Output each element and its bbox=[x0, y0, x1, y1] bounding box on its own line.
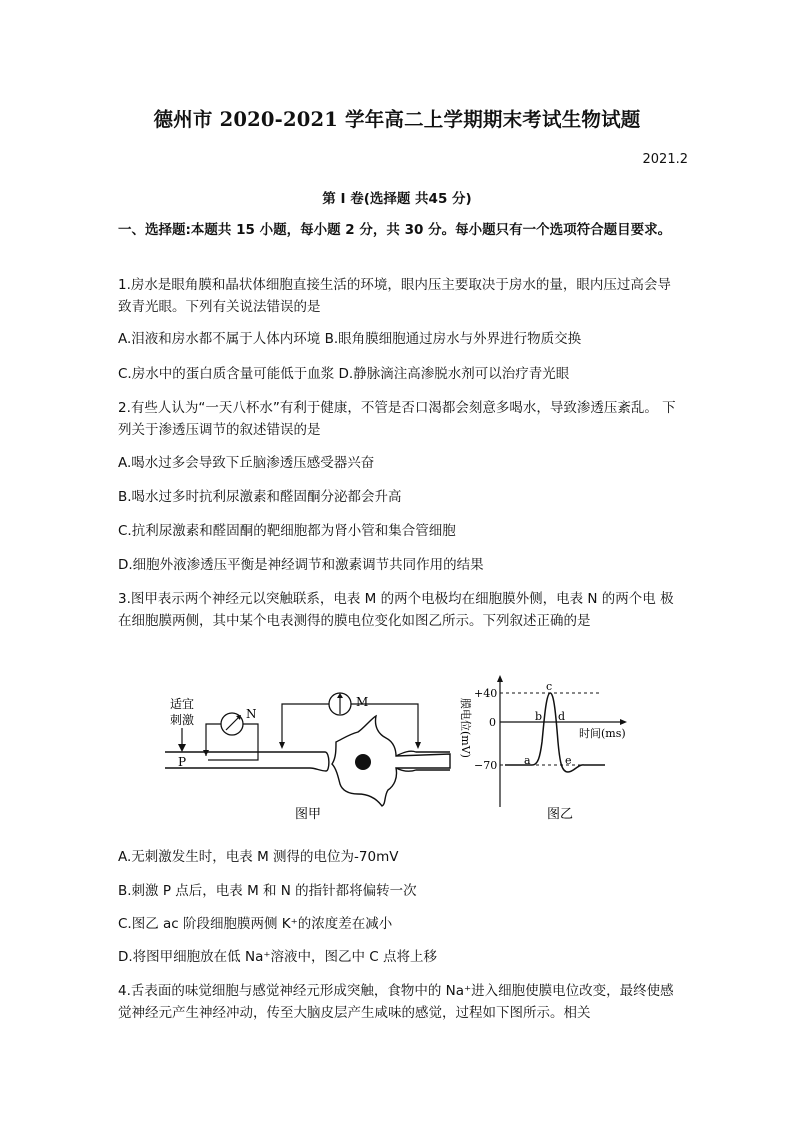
meter-m-electrode-1 bbox=[279, 742, 285, 749]
question-2-stem: 2.有些人认为“一天八杯水”有利于健康，不管是否口渴都会刻意多喝水，导致渗透压紊乱。 下列关于渗透压调节的叙述错误的是 bbox=[118, 400, 676, 438]
point-e-label: e bbox=[565, 754, 572, 767]
question-4-stem: 4.舌表面的味觉细胞与感觉神经元形成突触，食物中的 Na⁺进入细胞使膜电位改变，最终使感觉神经元产生神经冲动，传至大脑皮层产生咸味的感觉，过程如下图所示。相关 bbox=[118, 983, 674, 1021]
x-axis-arrowhead bbox=[620, 719, 627, 725]
y-tick-zero: 0 bbox=[489, 716, 496, 729]
y-tick-minus70: −70 bbox=[474, 759, 498, 772]
point-c-label: c bbox=[546, 680, 553, 693]
figure-caption-left: 图甲 bbox=[295, 807, 322, 822]
question-1-stem: 1.房水是眼角膜和晶状体细胞直接生活的环境，眼内压主要取决于房水的量，眼内压过高会导致青光眼。下列有关说法错误的是 bbox=[118, 277, 671, 315]
page-title: 德州市 2020-2021 学年高二上学期期末考试生物试题 bbox=[153, 108, 641, 131]
question-2-option-c: C.抗利尿激素和醛固酮的靶细胞都为肾小管和集合管细胞 bbox=[118, 523, 456, 539]
figure-svg bbox=[160, 672, 660, 822]
x-axis-label: 时间(ms) bbox=[579, 727, 626, 740]
point-a-label: a bbox=[524, 754, 531, 767]
meter-m-label: M bbox=[356, 695, 369, 709]
question-3-figure bbox=[160, 672, 660, 822]
question-2-option-d: D.细胞外液渗透压平衡是神经调节和激素调节共同作用的结果 bbox=[118, 557, 484, 573]
stimulus-arrowhead bbox=[178, 744, 186, 752]
question-2-option-a: A.喝水过多会导致下丘脑渗透压感受器兴奋 bbox=[118, 455, 375, 471]
question-3-option-d: D.将图甲细胞放在低 Na⁺溶液中，图乙中 C 点将上移 bbox=[118, 949, 437, 965]
presynaptic-terminal bbox=[310, 752, 329, 771]
question-3-option-c: C.图乙 ac 阶段细胞膜两侧 K⁺的浓度差在减小 bbox=[118, 916, 393, 932]
meter-n-electrode-1 bbox=[203, 750, 209, 756]
stimulus-label-line1: 适宜 bbox=[170, 697, 195, 711]
meter-n-label: N bbox=[246, 707, 257, 721]
point-d-label: d bbox=[558, 710, 566, 723]
stimulus-label-line2: 刺激 bbox=[170, 713, 195, 727]
point-b-label: b bbox=[535, 710, 543, 723]
section-title: 第 I 卷(选择题 共45 分) bbox=[322, 191, 472, 207]
point-p-label: P bbox=[178, 755, 187, 769]
exam-date: 2021.2 bbox=[642, 152, 688, 167]
part-instructions: 一、选择题:本题共 15 小题，每小题 2 分，共 30 分。每小题只有一个选项符合题目要求。 bbox=[118, 222, 672, 238]
question-1-options-ab: A.泪液和房水都不属于人体内环境 B.眼角膜细胞通过房水与外界进行物质交换 bbox=[118, 331, 582, 347]
question-2-option-b: B.喝水过多时抗利尿激素和醛固酮分泌都会升高 bbox=[118, 489, 402, 505]
question-3-option-b: B.刺激 P 点后，电表 M 和 N 的指针都将偏转一次 bbox=[118, 883, 417, 899]
y-axis-label: 膜电位(mV) bbox=[459, 698, 472, 758]
question-3-stem: 3.图甲表示两个神经元以突触联系，电表 M 的两个电极均在细胞膜外侧，电表 N 的两个电 极在细胞膜两侧，其中某个电表测得的膜电位变化如图乙所示。下列叙述正确的是 bbox=[118, 591, 674, 629]
question-3-option-a: A.无刺激发生时，电表 M 测得的电位为-70mV bbox=[118, 849, 399, 865]
question-1-options-cd: C.房水中的蛋白质含量可能低于血浆 D.静脉滴注高渗脱水剂可以治疗青光眼 bbox=[118, 366, 570, 382]
neuron-cell-body bbox=[332, 716, 450, 806]
figure-caption-right: 图乙 bbox=[547, 807, 574, 822]
meter-m-electrode-2 bbox=[415, 742, 421, 749]
y-axis-arrowhead bbox=[497, 675, 503, 682]
y-tick-plus40: +40 bbox=[474, 687, 498, 700]
meter-m-lead-left bbox=[282, 704, 329, 746]
cell-nucleus bbox=[355, 754, 371, 770]
